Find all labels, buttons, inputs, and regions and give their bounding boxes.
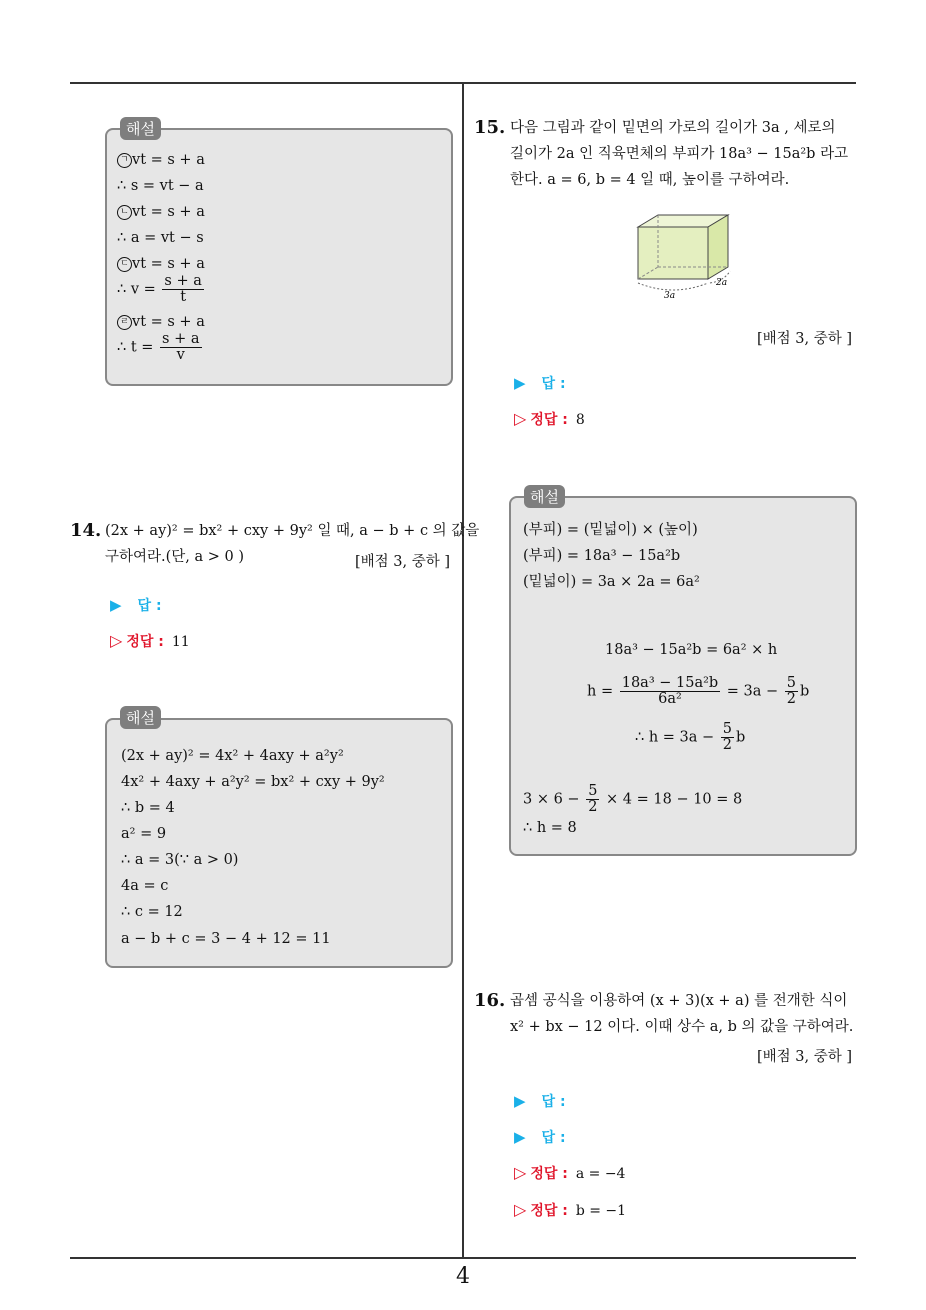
solution-line: 3 × 6 − $\frac{5}{2}$ × 4 = 18 − 10 = 8 (523, 783, 743, 815)
fraction: $\frac{s + a}{v}$ (162, 331, 200, 363)
solution-line: ∴ a = 3(∵ a > 0) (121, 852, 239, 868)
label-width: 3a (664, 291, 676, 301)
fraction: $\frac{s + a}{t}$ (164, 273, 202, 305)
play-triangle-icon: ▶ (514, 1128, 526, 1146)
solution-box-14 (105, 718, 453, 968)
solution-line: ∴ s = vt − a (117, 178, 204, 194)
solution-line: 18a³ − 15a²b = 6a² × h (605, 642, 778, 658)
solution-line: (2x + ay)² = 4x² + 4axy + a²y² (121, 748, 344, 764)
answer-row: ▶ 답 : (514, 1128, 566, 1146)
solution-line: ∴ t = $\frac{s + a}{v}$ (117, 331, 200, 363)
question-text-15-line3: 한다. a = 6, b = 4 일 때, 높이를 구하여라. (510, 172, 790, 188)
correct-answer-row: ▷ 정답 : 8 (514, 409, 585, 428)
question-number-14: 14. (70, 520, 102, 541)
marker-circled: ㄹ (117, 315, 132, 330)
outline-triangle-icon: ▷ (514, 1163, 527, 1182)
score-label: [배점 3, 중하 ] (757, 1049, 853, 1065)
solution-line: a − b + c = 3 − 4 + 12 = 11 (121, 931, 331, 947)
score-label: [배점 3, 중하 ] (355, 554, 451, 570)
marker-circled: ㄷ (117, 257, 132, 272)
question-number-15: 15. (474, 117, 506, 138)
answer-row: ▶ 답 : (514, 374, 566, 392)
solution-line: 4x² + 4axy + a²y² = bx² + cxy + 9y² (121, 774, 385, 790)
solution-line: (부피) = 18a³ − 15a²b (523, 548, 681, 564)
solution-line: ㄷ vt = s + a (117, 256, 205, 272)
marker-circled: ㄱ (117, 153, 132, 168)
solution-line: ㄹ vt = s + a (117, 314, 205, 330)
column-divider (462, 84, 464, 1258)
solution-line: ∴ a = vt − s (117, 230, 204, 246)
solution-line: ∴ h = 8 (523, 820, 577, 836)
play-triangle-icon: ▶ (110, 596, 122, 614)
correct-answer-row: ▷ 정답 : a = −4 (514, 1163, 626, 1182)
solution-line: ㄱ vt = s + a (117, 152, 205, 168)
fraction: $\frac{5}{2}$ (786, 675, 797, 707)
solution-tab: 해설 (120, 706, 161, 729)
solution-line: (밑넓이) = 3a × 2a = 6a² (523, 574, 700, 590)
outline-triangle-icon: ▷ (110, 631, 123, 650)
solution-tab: 해설 (120, 117, 161, 140)
outline-triangle-icon: ▷ (514, 409, 527, 428)
fraction: $\frac{\text{18a³ − 15a²b}}{\text{6a²}}$ (621, 675, 719, 707)
solution-line: ∴ c = 12 (121, 904, 183, 920)
question-text-15-line2: 길이가 2a 인 직육면체의 부피가 18a³ − 15a²b 라고 (510, 146, 849, 162)
page-number: 4 (456, 1264, 470, 1289)
solution-line: ㄴ vt = s + a (117, 204, 205, 220)
question-text-16-line1: 곱셈 공식을 이용하여 (x + 3)(x + a) 를 전개한 식이 (510, 993, 848, 1009)
play-triangle-icon: ▶ (514, 374, 526, 392)
solution-tab: 해설 (524, 485, 565, 508)
question-text-15-line1: 다음 그림과 같이 밑면의 가로의 길이가 3a , 세로의 (510, 120, 836, 136)
question-text-14-line2: 구하여라.(단, a > 0 ) (105, 549, 245, 565)
label-depth: 2a (716, 278, 728, 288)
marker-circled: ㄴ (117, 205, 132, 220)
solution-line: ∴ b = 4 (121, 800, 175, 816)
correct-answer-row: ▷ 정답 : 11 (110, 631, 190, 650)
answer-row: ▶ 답 : (110, 596, 162, 614)
answer-row: ▶ 답 : (514, 1092, 566, 1110)
solution-box-15 (509, 496, 857, 856)
question-number-16: 16. (474, 990, 506, 1011)
question-text-16-line2: x² + bx − 12 이다. 이때 상수 a, b 의 값을 구하여라. (510, 1019, 854, 1035)
cuboid-figure (628, 205, 740, 305)
solution-line: h = $\frac{\text{18a³ − 15a²b}}{\text{6a²}}$ = 3a − $\frac{5}{2}$ b (587, 675, 810, 707)
solution-line: (부피) = (밑넓이) × (높이) (523, 522, 698, 538)
score-label: [배점 3, 중하 ] (757, 331, 853, 347)
fraction: $\frac{5}{2}$ (588, 783, 598, 815)
solution-line: 4a = c (121, 878, 169, 894)
solution-line: ∴ v = $\frac{s + a}{t}$ (117, 273, 202, 305)
correct-answer-row: ▷ 정답 : b = −1 (514, 1200, 627, 1219)
solution-line: a² = 9 (121, 826, 167, 842)
fraction: $\frac{5}{2}$ (722, 721, 733, 753)
play-triangle-icon: ▶ (514, 1092, 526, 1110)
solution-box-13 (105, 128, 453, 386)
solution-line: ∴ h = 3a − $\frac{5}{2}$ b (635, 721, 746, 753)
question-text-14-line1: (2x + ay)² = bx² + cxy + 9y² 일 때, a − b + c 의 값을 (105, 523, 480, 539)
outline-triangle-icon: ▷ (514, 1200, 527, 1219)
